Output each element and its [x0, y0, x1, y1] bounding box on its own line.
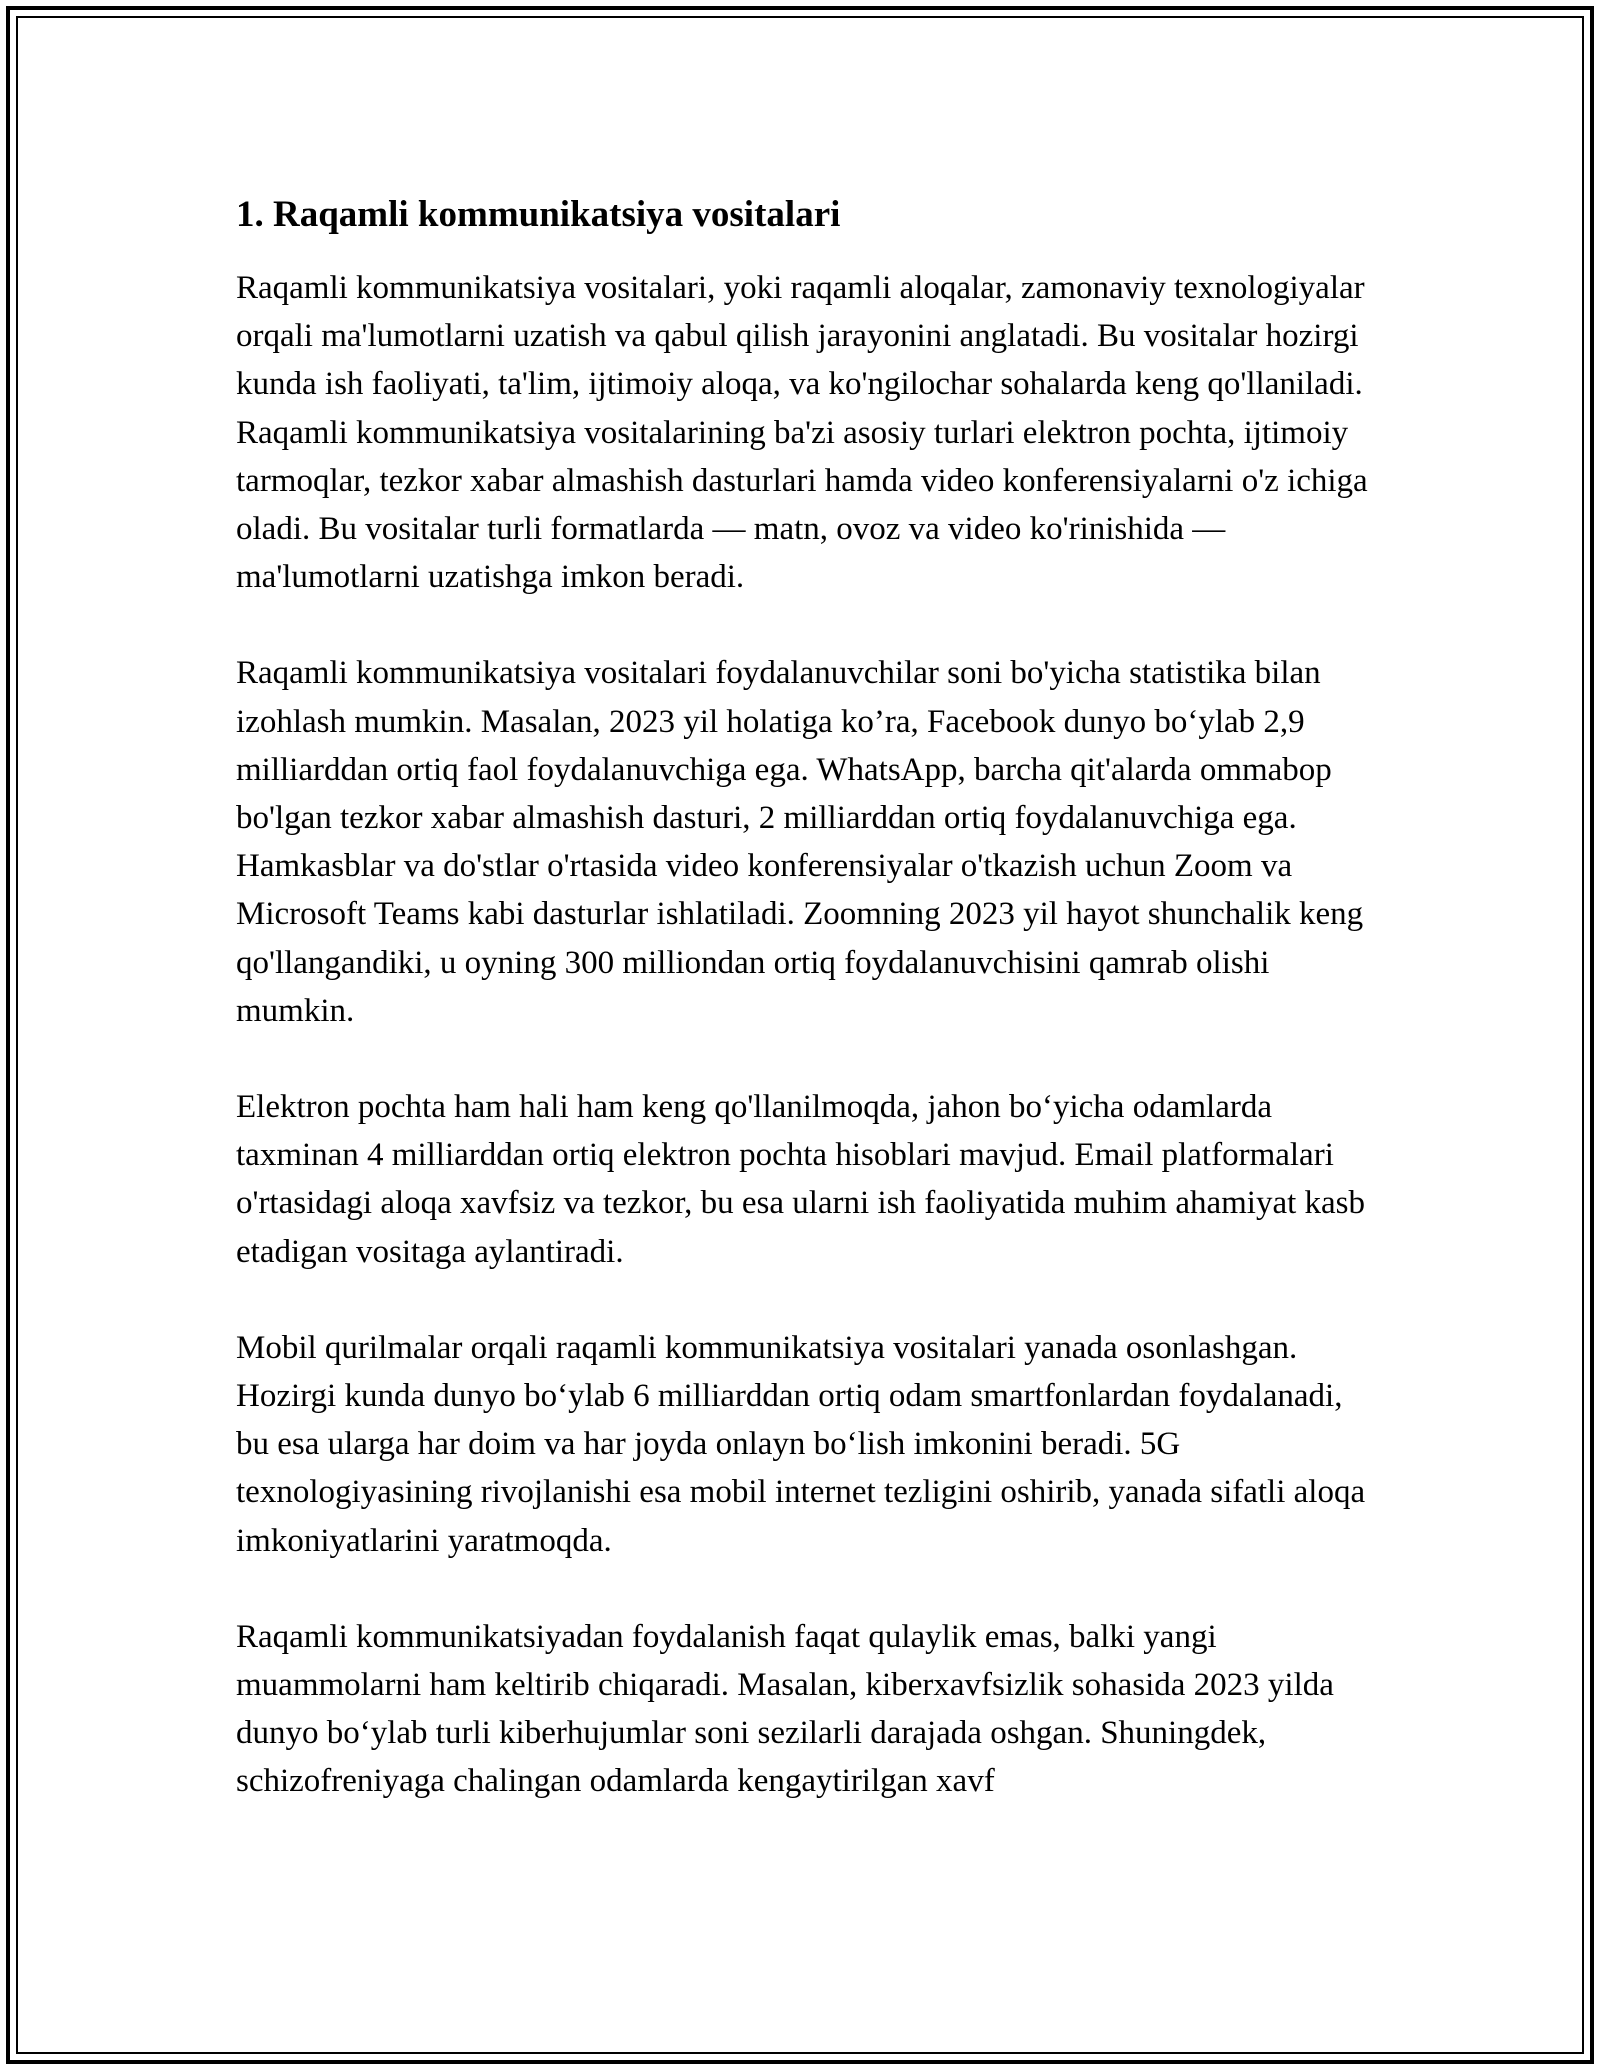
paragraph-email: Elektron pochta ham hali ham keng qo'llanilmoqda, jahon bo‘yicha odamlarda taxminan 4 milliarddan ortiq elektron pochta hisoblari mavjud. Email platformalari o'rtasidagi aloqa xavfsiz va tezkor, bu esa ularni ish faoliyatida muhim ahamiyat kasb etadigan vositaga aylantiradi.	[236, 1089, 1366, 1270]
paragraph-risks: Raqamli kommunikatsiyadan foydalanish faqat qulaylik emas, balki yangi muammolarni ham keltirib chiqaradi. Masalan, kiberxavfsizlik sohasida 2023 yilda dunyo bo‘ylab turli kiberhujumlar soni sezilarli darajada oshgan. Shuningdek, schizofreniyaga chalingan odamlarda kengaytirilgan xavf	[236, 1618, 1334, 1800]
paragraph-mobile: Mobil qurilmalar orqali raqamli kommunikatsiya vositalari yanada osonlashgan. Hozirgi kunda dunyo bo‘ylab 6 milliarddan ortiq odam smartfonlardan foydalanadi, bu esa ularga har doim va har joyda onlayn bo‘lish imkonini beradi. 5G texnologiyasining rivojlanishi esa mobil internet tezligini oshirib, yanada sifatli aloqa imkoniyatlarini yaratmoqda.	[236, 1329, 1366, 1559]
document-body	[236, 190, 1376, 1854]
section-heading: 1. Raqamli kommunikatsiya vositalari	[236, 194, 841, 235]
paragraph-intro: Raqamli kommunikatsiya vositalari, yoki raqamli aloqalar, zamonaviy texnologiyalar orqali ma'lumotlarni uzatish va qabul qilish jarayonini anglatadi. Bu vositalar hozirgi kunda ish faoliyati, ta'lim, ijtimoiy aloqa, va ko'ngilochar sohalarda keng qo'llaniladi. Raqamli kommunikatsiya vositalarining ba'zi asosiy turlari elektron pochta, ijtimoiy tarmoqlar, tezkor xabar almashish dasturlari hamda video konferensiyalarni o'z ichiga oladi. Bu vositalar turli formatlarda — matn, ovoz va video ko'rinishida — ma'lumotlarni uzatishga imkon beradi.	[236, 270, 1368, 596]
paragraph-statistics: Raqamli kommunikatsiya vositalari foydalanuvchilar soni bo'yicha statistika bilan izohlash mumkin. Masalan, 2023 yil holatiga ko’ra, Facebook dunyo bo‘ylab 2,9 milliarddan ortiq faol foydalanuvchiga ega. WhatsApp, barcha qit'alarda ommabop bo'lgan tezkor xabar almashish dasturi, 2 milliarddan ortiq foydalanuvchiga ega. Hamkasblar va do'stlar o'rtasida video konferensiyalar o'tkazish uchun Zoom va Microsoft Teams kabi dasturlar ishlatiladi. Zoomning 2023 yil hayot shunchalik keng qo'llangandiki, u oyning 300 milliondan ortiq foydalanuvchisini qamrab olishi mumkin.	[236, 655, 1364, 1029]
